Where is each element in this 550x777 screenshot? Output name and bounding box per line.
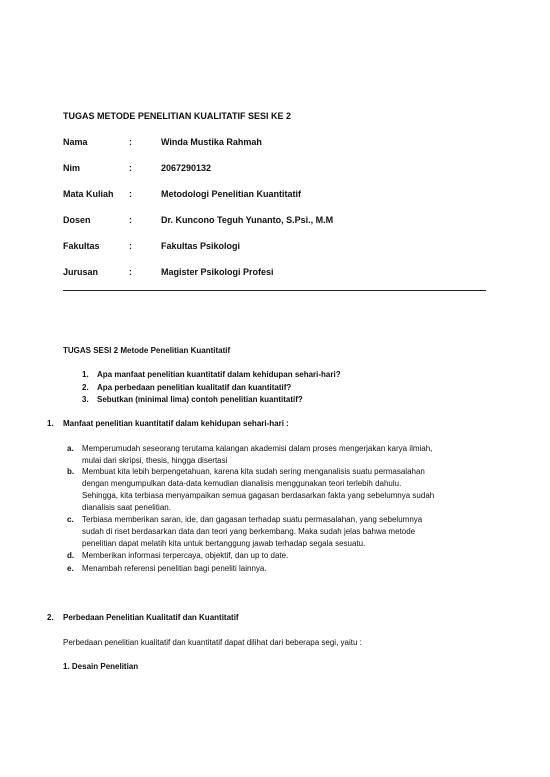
section-number: 2.	[47, 613, 54, 622]
identity-value: Metodologi Penelitian Kuantitatif	[161, 189, 301, 199]
item-line: Menambah referensi penelitian bagi peneliti lainnya.	[82, 564, 267, 573]
item-letter: b.	[67, 467, 75, 476]
item-letter: d.	[67, 551, 75, 560]
item-letter: a.	[67, 444, 74, 453]
identity-label: Nim	[63, 163, 81, 173]
identity-colon: :	[129, 215, 132, 225]
item-line: Membuat kita lebih berpengetahuan, karena kita sudah sering menganalisis suatu permasalahan	[82, 467, 425, 476]
identity-label: Dosen	[63, 215, 91, 225]
identity-value: 2067290132	[161, 163, 212, 173]
item-line: penelitian dapat melatih kita untuk bertanggung jawab terhadap segala sesuatu.	[82, 539, 366, 548]
question-number: 1.	[82, 370, 89, 379]
identity-label: Fakultas	[63, 241, 100, 251]
identity-colon: :	[129, 137, 132, 147]
question-text: Apa perbedaan penelitian kualitatif dan kuantitatif?	[97, 383, 292, 392]
item-line: sudah di riset berdasarkan data dan teori yang berkembang. Maka sudah jelas bahwa metode	[82, 527, 416, 536]
question-number: 2.	[82, 383, 89, 392]
item-line: mulai dari skripsi, thesis, hingga disertasi	[82, 456, 228, 465]
identity-label: Jurusan	[63, 267, 99, 277]
horizontal-divider	[63, 290, 486, 291]
identity-colon: :	[129, 189, 132, 199]
identity-value: Dr. Kuncono Teguh Yunanto, S.Psi., M.M	[161, 215, 334, 225]
item-line: Memberikan informasi terpercaya, objektif, dan up to date.	[82, 551, 289, 560]
identity-colon: :	[129, 163, 132, 173]
section-number: 1.	[47, 419, 54, 428]
document-title: TUGAS METODE PENELITIAN KUALITATIF SESI KE 2	[63, 111, 292, 121]
task-heading: TUGAS SESI 2 Metode Penelitian Kuantitatif	[63, 346, 231, 355]
item-line: dengan mengumpulkan data-data kemudian dianalisis menggunakan teori terlebih dahulu.	[82, 479, 402, 488]
item-line: Memperumudah seseorang terutama kalangan akademisi dalam proses mengerjakan karya ilmiah,	[82, 444, 433, 453]
question-text: Apa manfaat penelitian kuantitatif dalam kehidupan sehari-hari?	[97, 370, 341, 379]
section-intro: Perbedaan penelitian kualitatif dan kuantitatif dapat dilihat dari beberapa segi, yaitu :	[63, 638, 362, 647]
identity-colon: :	[129, 241, 132, 251]
item-line: Terbiasa memberikan saran, ide, dan gagasan terhadap suatu permasalahan, yang sebelumnya	[82, 515, 423, 524]
section-heading: Perbedaan Penelitian Kualitatif dan Kuantitatif	[63, 613, 239, 622]
item-letter: e.	[67, 564, 74, 573]
question-number: 3.	[82, 395, 89, 404]
item-line: Sehingga, kita terbiasa menyampaikan semua gagasan berdasarkan fakta yang sebelumnya sudah	[82, 491, 435, 500]
identity-colon: :	[129, 267, 132, 277]
identity-value: Fakultas Psikologi	[161, 241, 241, 251]
question-text: Sebutkan (minimal lima) contoh penelitian kuantitatif?	[97, 395, 303, 404]
sub-heading: 1. Desain Penelitian	[63, 662, 139, 671]
identity-value: Winda Mustika Rahmah	[161, 137, 262, 147]
identity-label: Mata Kuliah	[63, 189, 114, 199]
section-heading: Manfaat penelitian kuantitatif dalam kehidupan sehari-hari :	[63, 419, 289, 428]
item-line: dianalisis saat penelitian.	[82, 503, 171, 512]
identity-value: Magister Psikologi Profesi	[161, 267, 274, 277]
identity-label: Nama	[63, 137, 88, 147]
item-letter: c.	[67, 515, 74, 524]
